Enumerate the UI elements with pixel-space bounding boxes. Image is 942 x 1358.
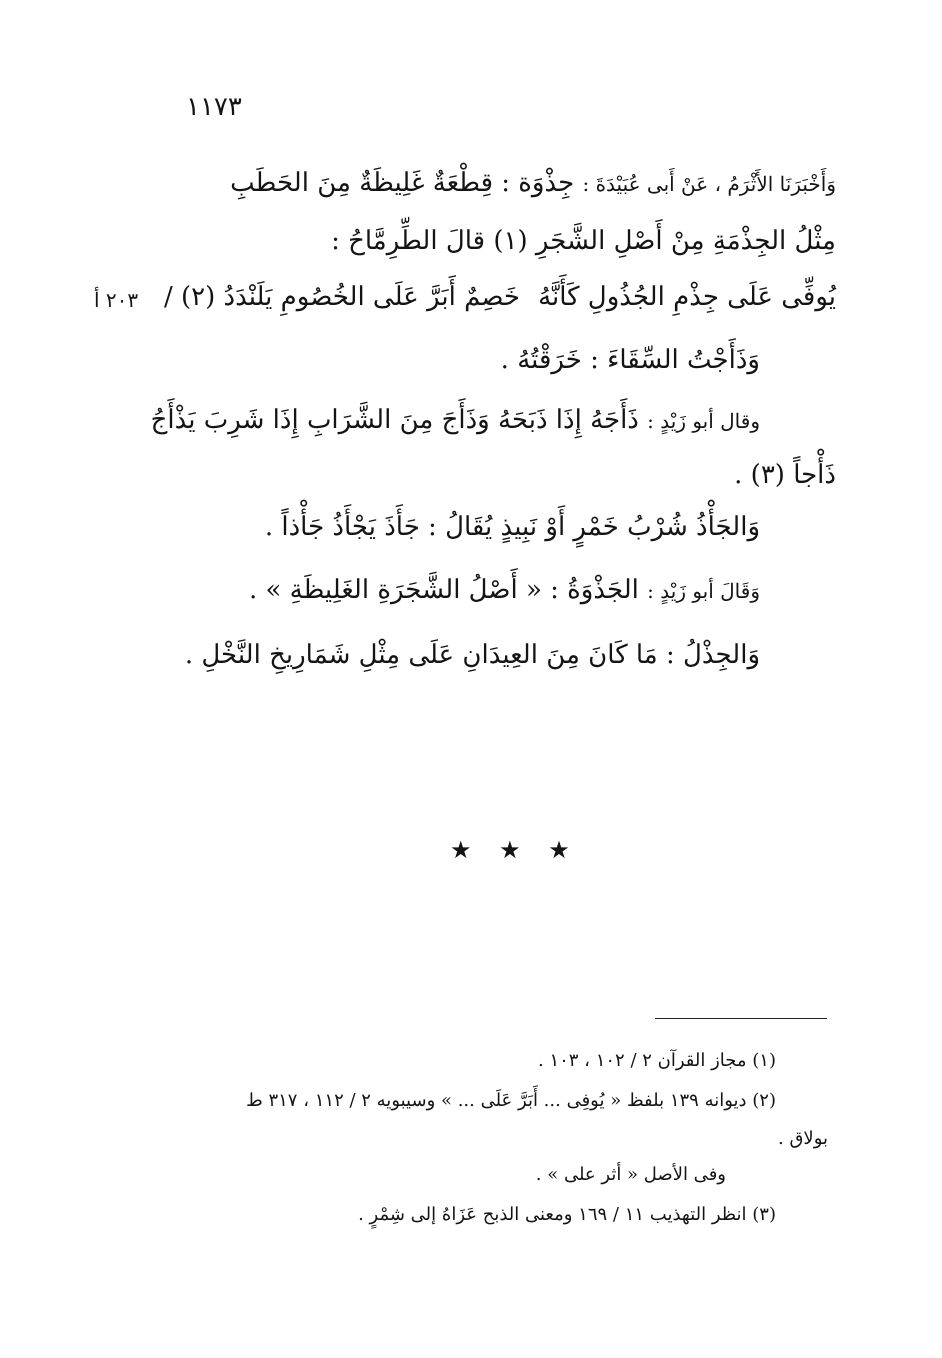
body-line-6: ذَأْجاً (٣) . [734, 460, 836, 490]
line-1-text: جِذْوَة : قِطْعَةٌ غَلِيظَةٌ مِنَ الحَطَبِ [230, 168, 575, 198]
line-8-intro: وَقَالَ أبو زَيْدٍ : [647, 579, 760, 603]
footnote-rule [655, 1018, 827, 1019]
line-8-text: الجَذْوَةُ : « أَصْلُ الشَّجَرَةِ الغَلِيظَةِ » . [248, 575, 639, 605]
body-line-1 [230, 168, 836, 198]
body-line-9: وَالجِذْلُ : مَا كَانَ مِنَ العِيدَانِ عَلَى مِثْلِ شَمَارِيخِ النَّخْلِ . [184, 640, 760, 670]
body-line-2: مِثْلُ الجِذْمَةِ مِنْ أَصْلِ الشَّجَرِ (١) قالَ الطِّرِمَّاحُ : [331, 226, 836, 256]
body-line-4: وَذَأَجْتُ السِّقَاءَ : خَرَقْتُهُ . [500, 345, 760, 375]
page-number: ١١٧٣ [186, 92, 242, 122]
side-marker: ٢٠٣ أ [94, 288, 139, 312]
footnote-1: (١) مجاز القرآن ٢ / ١٠٢ ، ١٠٣ . [537, 1050, 776, 1071]
section-separator: ★ ★ ★ [450, 836, 580, 864]
verse-first-hemistich: يُوفِّى عَلَى جِذْمِ الجُذُولِ كَأَنَّهُ [538, 282, 836, 312]
footnote-2-note: وفى الأصل « أثر على » . [535, 1164, 726, 1185]
body-line-5 [151, 405, 760, 435]
line-5-text: ذَأَجَهُ إِذَا ذَبَحَهُ وَذَأَجَ مِنَ الشَّرَابِ إِذَا شَرِبَ يَذْأَجُ [150, 405, 639, 435]
footnote-2: (٢) ديوانه ١٣٩ بلفظ « يُوفِى ... أَبَرَّ عَلَى ... » وسيبويه ٢ / ١١٢ ، ٣١٧ ط [246, 1090, 776, 1111]
body-line-7: وَالجَأْذُ شُرْبُ خَمْرٍ أَوْ نَبِيذٍ يُقَالُ : جَأَذَ يَجْأَذُ جَأْذاً . [264, 512, 760, 542]
verse-second-hemistich: خَصِمٌ أَبَرَّ عَلَى الخُصُومِ يَلَنْدَدُ (٢) / [163, 282, 520, 312]
footnote-3: (٣) انظر التهذيب ١١ / ١٦٩ ومعنى الذبح عَزَاهُ إلى شِمْرٍ . [358, 1204, 776, 1225]
line-1-intro: وَأَخْبَرَنَا الأَثْرَمُ ، عَنْ أَبى عُبَيْدَةَ : [582, 172, 836, 196]
body-line-8 [249, 575, 760, 605]
line-5-intro: وقال أبو زَيْدٍ : [647, 409, 760, 433]
footnote-2-continuation: بولاق . [778, 1128, 828, 1149]
